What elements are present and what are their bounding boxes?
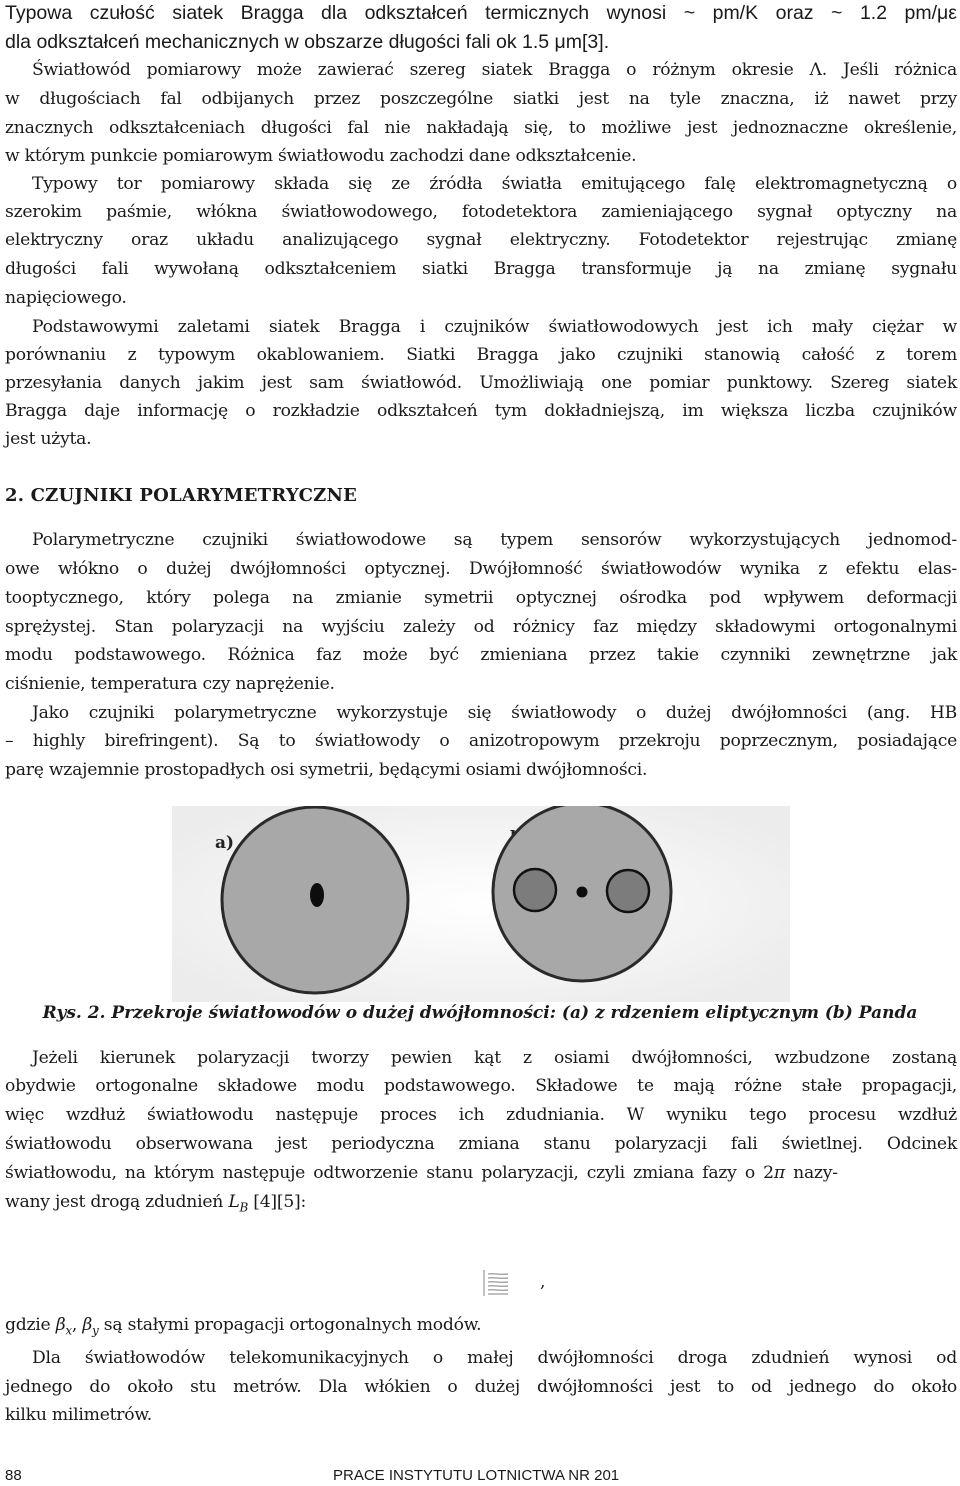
text-line: Typowa czułość siatek Bragga dla odkształceń termicznych wynosi ~ pm/K oraz ~ 1.2 pm/με bbox=[5, 2, 957, 24]
beat-length-symbol: L bbox=[228, 1192, 240, 1212]
formula-comma: , bbox=[540, 1272, 546, 1292]
line-text: światłowodu, na którym następuje odtworzenie stanu polaryzacji, czyli zmiana fazy o 2 bbox=[5, 1163, 774, 1183]
text-line: elektryczny oraz układu analizującego sygnał elektryczny. Fotodetektor rejestrując zmianę bbox=[5, 230, 957, 250]
text-line: ciśnienie, temperatura czy naprężenie. bbox=[5, 674, 335, 694]
text-line: modu podstawowego. Różnica faz może być zmieniana przez takie czynniki zewnętrzne jak bbox=[5, 645, 957, 665]
stress-rod-right bbox=[607, 870, 649, 912]
section-heading: 2. CZUJNIKI POLARYMETRYCZNE bbox=[5, 485, 358, 506]
text-line: jest użyta. bbox=[5, 429, 92, 449]
text-line-with-math bbox=[5, 1163, 957, 1183]
journal-footer: PRACE INSTYTUTU LOTNICTWA NR 201 bbox=[333, 1467, 620, 1484]
beta-y-subscript: y bbox=[92, 1323, 99, 1338]
text-line: owe włókno o dużej dwójłomności optycznej. Dwójłomność światłowodów wynika z efektu elas- bbox=[5, 559, 957, 579]
text-line: Dla światłowodów telekomunikacyjnych o małej dwójłomności droga zdudnień wynosi od bbox=[32, 1348, 957, 1368]
text-line: światłowodu obserwowana jest periodyczna zmiana stanu polaryzacji fali świetlnej. Odcinek bbox=[5, 1134, 957, 1154]
text-line: Światłowód pomiarowy może zawierać szereg siatek Bragga o różnym okresie Λ. Jeśli różnica bbox=[32, 60, 957, 80]
beta-x-symbol: β bbox=[55, 1315, 66, 1335]
text-line: Typowy tor pomiarowy składa się ze źródła światła emitującego falę elektromagnetyczną o bbox=[32, 174, 957, 194]
line-text: nazy- bbox=[784, 1163, 838, 1183]
text-line: Jeżeli kierunek polaryzacji tworzy pewien kąt z osiami dwójłomności, wzbudzone zostaną bbox=[32, 1048, 957, 1068]
page-number: 88 bbox=[5, 1467, 22, 1484]
text-line: – highly birefringent). Są to światłowody o anizotropowym przekroju poprzecznym, posiadające bbox=[5, 731, 957, 751]
beta-x-subscript: x bbox=[65, 1323, 72, 1338]
text-line: Polarymetryczne czujniki światłowodowe są typem sensorów wykorzystujących jednomod- bbox=[32, 530, 957, 550]
beat-length-formula-image bbox=[478, 1266, 520, 1300]
text-line: sprężystej. Stan polaryzacji na wyjściu zależy od różnicy faz między składowymi ortogonalnymi bbox=[5, 617, 957, 637]
elliptical-core bbox=[310, 883, 324, 907]
text-line: tooptycznego, który polega na zmianie symetrii optycznej ośrodka pod wpływem deformacji bbox=[5, 588, 957, 608]
figure-caption: Rys. 2. Przekroje światłowodów o dużej dwójłomności: (a) z rdzeniem eliptycznym (b) Panda bbox=[42, 1003, 918, 1023]
pi-symbol: π bbox=[773, 1163, 785, 1183]
line-text: są stałymi propagacji ortogonalnych modów. bbox=[98, 1315, 482, 1335]
text-line: jednego do około stu metrów. Dla włókien o dużej dwójłomności jest to od jednego do około bbox=[5, 1377, 957, 1397]
text-line: porównaniu z typowym okablowaniem. Siatki Bragga jako czujniki stanowią całość z torem bbox=[5, 345, 957, 365]
text-line: dla odkształceń mechanicznych w obszarze długości fali ok 1.5 μm[3]. bbox=[5, 31, 610, 53]
line-text: wany jest drogą zdudnień bbox=[5, 1192, 229, 1212]
text-line: parę wzajemnie prostopadłych osi symetrii, będącymi osiami dwójłomności. bbox=[5, 760, 648, 780]
text-line-with-math bbox=[5, 1315, 957, 1337]
text-line: szerokim paśmie, włókna światłowodowego, fotodetektora zamieniającego sygnał optyczny na bbox=[5, 202, 957, 222]
text-line: przesyłania danych jakim jest sam światłowód. Umożliwiają one pomiar punktowy. Szereg siatek bbox=[5, 373, 957, 393]
text-line: w którym punkcie pomiarowym światłowodu zachodzi dane odkształcenie. bbox=[5, 146, 637, 166]
reference-list: [4][5]: bbox=[248, 1192, 307, 1212]
text-line: kilku milimetrów. bbox=[5, 1405, 152, 1425]
text-line: obydwie ortogonalne składowe modu podstawowego. Składowe te mają różne stałe propagacji, bbox=[5, 1076, 957, 1096]
fiber-cross-sections-figure bbox=[172, 806, 790, 1002]
text-line: Jako czujniki polarymetryczne wykorzystuje się światłowody o dużej dwójłomności (ang. HB bbox=[32, 703, 957, 723]
text-line: napięciowego. bbox=[5, 288, 127, 308]
text-line: długości fali wywołaną odkształceniem siatki Bragga transformuje ją na zmianę sygnału bbox=[5, 259, 957, 279]
text-line: więc wzdłuż światłowodu następuje proces ich zdudniania. W wyniku tego procesu wzdłuż bbox=[5, 1105, 957, 1125]
text-line: w długościach fal odbijanych przez poszczególne siatki jest na tyle znaczna, iż nawet przy bbox=[5, 89, 957, 109]
line-text: gdzie bbox=[5, 1315, 56, 1335]
text-line-with-math bbox=[5, 1192, 957, 1214]
text-line: Podstawowymi zaletami siatek Bragga i czujników światłowodowych jest ich mały ciężar w bbox=[32, 317, 957, 337]
text-line: Bragga daje informację o rozkładzie odkształceń tym dokładniejszą, im większa liczba czujników bbox=[5, 401, 957, 421]
label-a: a) bbox=[215, 833, 235, 853]
beat-length-subscript: B bbox=[239, 1200, 249, 1215]
stress-rod-left bbox=[514, 869, 556, 911]
panda-core bbox=[577, 887, 588, 898]
text-line: znacznych odkształceniach długości fal nie nakładają się, to możliwe jest jednoznaczne określenie, bbox=[5, 118, 957, 138]
line-text: , bbox=[71, 1315, 83, 1335]
beta-y-symbol: β bbox=[82, 1315, 93, 1335]
